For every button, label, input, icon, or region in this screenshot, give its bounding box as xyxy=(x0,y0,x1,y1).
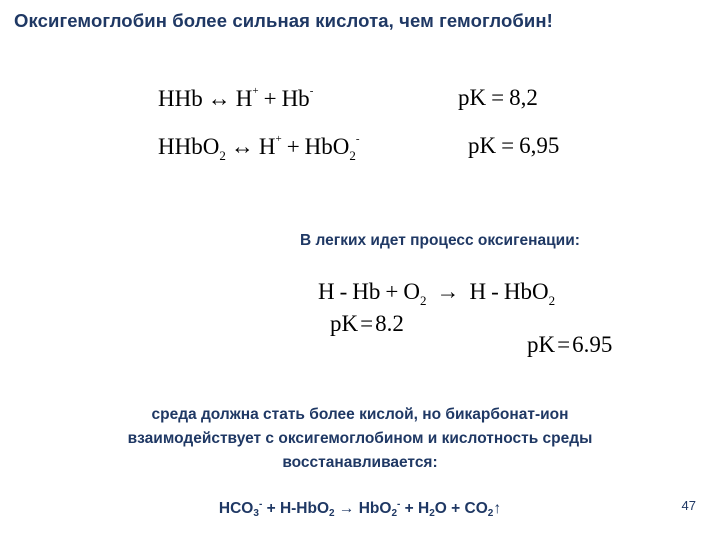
pk-value: 6,95 xyxy=(519,133,560,158)
bond-dash: - xyxy=(491,279,499,304)
hb-formula: Hb xyxy=(352,279,381,304)
pk-value: 6.95 xyxy=(572,332,613,357)
pk-value: 8,2 xyxy=(509,85,538,110)
bond-dash: - xyxy=(339,279,348,304)
equation-oxygenation xyxy=(318,279,555,309)
proton-charge: + xyxy=(275,133,282,145)
proton: H xyxy=(258,134,276,159)
hhbo2-subscript: 2 xyxy=(219,148,226,163)
plus-sign: + xyxy=(385,279,399,304)
reaction-arrow: → xyxy=(436,279,460,304)
hbo2-charge: - xyxy=(355,133,360,145)
hbo2-subscript: 2 xyxy=(391,508,397,519)
hbo2-subscript: 2 xyxy=(548,293,556,308)
pk-hhb xyxy=(458,85,538,111)
paragraph-line: среда должна стать более кислой, но бикарбонат-ион xyxy=(151,406,569,423)
pk-hhbo2 xyxy=(468,133,559,159)
oxyhemoglobin-term: + H-HbO xyxy=(266,500,330,517)
equals-sign: = xyxy=(360,311,374,336)
oxygen-subscript: 2 xyxy=(420,293,427,308)
water-term: + H xyxy=(404,500,430,517)
hhb-formula: HHb xyxy=(158,86,203,111)
gas-release-arrow: ↑ xyxy=(493,500,502,517)
bicarbonate-charge: - xyxy=(258,499,263,510)
co2-term: O + CO xyxy=(434,500,488,517)
paragraph-line: взаимодействует с оксигемоглобином и кислотность среды xyxy=(127,430,593,447)
slide-title: Оксигемоглобин более сильная кислота, чем гемоглобин! xyxy=(14,10,553,31)
bicarbonate: HCO xyxy=(218,500,254,517)
pk-hhb-oxygenation xyxy=(330,311,404,337)
proton: H xyxy=(469,279,487,304)
oxyhemoglobin-subscript: 2 xyxy=(329,508,335,519)
equals-sign: = xyxy=(491,85,505,110)
explanation-paragraph xyxy=(30,403,690,475)
proton: H xyxy=(235,86,253,111)
proton: H xyxy=(318,279,335,304)
equals-sign: = xyxy=(557,332,571,357)
pk-label: pK xyxy=(458,85,487,110)
pk-label: pK xyxy=(330,311,359,336)
equals-sign: = xyxy=(501,133,515,158)
water-subscript: 2 xyxy=(429,508,435,519)
equation-hhb-dissociation xyxy=(158,85,313,112)
hb-charge: - xyxy=(309,85,314,97)
hbo2-anion: HbO xyxy=(304,134,350,159)
hhbo2-formula: HHbO xyxy=(158,134,220,159)
oxygenation-heading: В легких идет процесс оксигенации: xyxy=(300,232,580,249)
equilibrium-arrow: ↔ xyxy=(230,134,254,159)
equation-hhbo2-dissociation xyxy=(158,133,360,164)
plus-sign: + xyxy=(263,86,277,111)
page-number: 47 xyxy=(681,498,696,513)
pk-hhbo2-oxygenation xyxy=(527,332,612,358)
pk-value: 8.2 xyxy=(375,311,404,336)
pk-label: pK xyxy=(527,332,556,357)
reaction-arrow: → xyxy=(338,500,355,517)
hbo2-formula: HbO xyxy=(503,279,549,304)
paragraph-line: восстанавливается: xyxy=(282,454,438,471)
proton-charge: + xyxy=(252,85,259,97)
hb-anion: Hb xyxy=(281,86,310,111)
plus-sign: + xyxy=(286,134,300,159)
bicarbonate-equation xyxy=(0,499,720,519)
hbo2-charge: - xyxy=(397,499,401,510)
hbo2-anion: HbO xyxy=(358,500,392,517)
co2-subscript: 2 xyxy=(487,508,494,519)
oxygen: O xyxy=(403,279,421,304)
bicarbonate-subscript: 3 xyxy=(253,508,259,519)
hbo2-subscript: 2 xyxy=(349,148,356,163)
pk-label: pK xyxy=(468,133,497,158)
equilibrium-arrow: ↔ xyxy=(207,86,231,111)
